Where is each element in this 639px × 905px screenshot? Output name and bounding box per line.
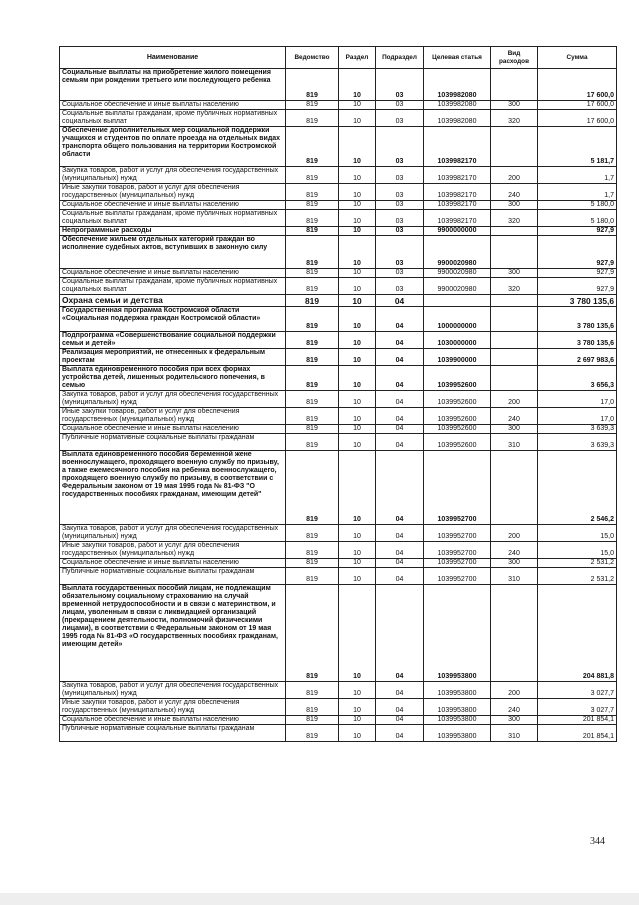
cell-target-article: 1039982170 — [424, 127, 491, 167]
cell-ministry: 819 — [286, 201, 339, 210]
cell-expense-type — [491, 366, 538, 391]
table-row — [60, 699, 617, 716]
cell-section: 10 — [339, 568, 376, 585]
cell-target-article: 9900020980 — [424, 278, 491, 295]
cell-name: Закупка товаров, работ и услуг для обеспечения государственных (муниципальных) нужд — [60, 167, 286, 184]
cell-subsection: 03 — [376, 201, 424, 210]
cell-subsection: 04 — [376, 349, 424, 366]
cell-expense-type: 320 — [491, 210, 538, 227]
cell-section: 10 — [339, 307, 376, 332]
cell-ministry: 819 — [286, 434, 339, 451]
cell-expense-type — [491, 127, 538, 167]
cell-expense-type — [491, 332, 538, 349]
cell-ministry: 819 — [286, 210, 339, 227]
cell-expense-type: 300 — [491, 101, 538, 110]
cell-name: Закупка товаров, работ и услуг для обеспечения государственных (муниципальных) нужд — [60, 525, 286, 542]
cell-ministry: 819 — [286, 542, 339, 559]
table-row — [60, 278, 617, 295]
cell-sum: 5 181,7 — [538, 127, 617, 167]
table-row — [60, 269, 617, 278]
cell-sum: 201 854,1 — [538, 716, 617, 725]
cell-section: 10 — [339, 408, 376, 425]
budget-table — [59, 46, 617, 742]
table-row — [60, 167, 617, 184]
table-row — [60, 559, 617, 568]
cell-ministry: 819 — [286, 101, 339, 110]
header-target-article: Целевая статья — [424, 47, 491, 69]
cell-subsection: 04 — [376, 542, 424, 559]
cell-ministry: 819 — [286, 425, 339, 434]
cell-subsection: 03 — [376, 110, 424, 127]
table-row — [60, 184, 617, 201]
cell-name: Социальные выплаты гражданам, кроме публичных нормативных социальных выплат — [60, 110, 286, 127]
cell-target-article: 1039982170 — [424, 210, 491, 227]
table-row — [60, 236, 617, 269]
cell-ministry: 819 — [286, 127, 339, 167]
cell-sum: 15,0 — [538, 542, 617, 559]
cell-sum: 17,0 — [538, 408, 617, 425]
page-number: 344 — [590, 836, 605, 847]
cell-subsection: 04 — [376, 332, 424, 349]
cell-name: Социальное обеспечение и иные выплаты населению — [60, 716, 286, 725]
cell-sum: 1,7 — [538, 167, 617, 184]
cell-section: 10 — [339, 332, 376, 349]
cell-section: 10 — [339, 227, 376, 236]
table-header-row — [60, 47, 617, 69]
cell-ministry: 819 — [286, 295, 339, 307]
cell-target-article: 9900020980 — [424, 269, 491, 278]
cell-section: 10 — [339, 236, 376, 269]
cell-subsection: 04 — [376, 366, 424, 391]
cell-section: 10 — [339, 434, 376, 451]
cell-section: 10 — [339, 366, 376, 391]
table-row — [60, 542, 617, 559]
cell-ministry: 819 — [286, 227, 339, 236]
cell-subsection: 04 — [376, 408, 424, 425]
cell-name: Непрограммные расходы — [60, 227, 286, 236]
cell-name: Закупка товаров, работ и услуг для обеспечения государственных (муниципальных) нужд — [60, 682, 286, 699]
cell-sum: 1,7 — [538, 184, 617, 201]
table-row — [60, 408, 617, 425]
cell-target-article: 1039952600 — [424, 408, 491, 425]
cell-section: 10 — [339, 716, 376, 725]
cell-subsection: 04 — [376, 451, 424, 525]
cell-name: Социальные выплаты на приобретение жилого помещения семьям при рождении третьего или последующего ребенка — [60, 69, 286, 101]
cell-subsection: 04 — [376, 425, 424, 434]
cell-ministry: 819 — [286, 349, 339, 366]
cell-name: Иные закупки товаров, работ и услуг для обеспечения государственных (муниципальных) нужд — [60, 542, 286, 559]
cell-sum: 2 697 983,6 — [538, 349, 617, 366]
cell-expense-type — [491, 307, 538, 332]
cell-ministry: 819 — [286, 568, 339, 585]
cell-sum: 927,9 — [538, 269, 617, 278]
table-row — [60, 127, 617, 167]
cell-target-article: 1039982080 — [424, 69, 491, 101]
cell-sum: 927,9 — [538, 236, 617, 269]
cell-expense-type: 300 — [491, 269, 538, 278]
cell-target-article: 1039952700 — [424, 542, 491, 559]
cell-expense-type: 200 — [491, 525, 538, 542]
cell-sum: 5 180,0 — [538, 210, 617, 227]
cell-ministry: 819 — [286, 278, 339, 295]
cell-section: 10 — [339, 201, 376, 210]
cell-name: Реализация мероприятий, не отнесенных к федеральным проектам — [60, 349, 286, 366]
cell-ministry: 819 — [286, 699, 339, 716]
cell-target-article — [424, 295, 491, 307]
cell-section: 10 — [339, 699, 376, 716]
cell-name: Выплата государственных пособий лицам, не подлежащим обязательному социальному страхованию на случай временной нетрудоспособности и в связи с материнством, и лицам, уволенным в связи с ликвидацией организаций (прекращением деятельности, полномочий физическими лицами), в соответствии с Федеральным законом от 19 мая 1995 года № 81-ФЗ «О государственных пособиях гражданам, имеющим детей» — [60, 585, 286, 682]
cell-expense-type: 300 — [491, 559, 538, 568]
cell-sum: 17 600,0 — [538, 110, 617, 127]
cell-target-article: 1030000000 — [424, 332, 491, 349]
cell-ministry: 819 — [286, 110, 339, 127]
cell-target-article: 1039953800 — [424, 716, 491, 725]
cell-subsection: 03 — [376, 69, 424, 101]
cell-sum: 3 780 135,6 — [538, 332, 617, 349]
cell-subsection: 04 — [376, 568, 424, 585]
cell-section: 10 — [339, 682, 376, 699]
cell-target-article: 1039952600 — [424, 425, 491, 434]
cell-section: 10 — [339, 542, 376, 559]
cell-subsection: 03 — [376, 167, 424, 184]
cell-name: Обеспечение дополнительных мер социальной поддержки учащихся и студентов по оплате проезда на отдельных видах транспорта общего пользования на территории Костромской области — [60, 127, 286, 167]
table-row — [60, 682, 617, 699]
cell-sum: 17 600,0 — [538, 101, 617, 110]
cell-subsection: 03 — [376, 101, 424, 110]
cell-expense-type: 240 — [491, 699, 538, 716]
header-ministry: Ведомство — [286, 47, 339, 69]
cell-ministry: 819 — [286, 716, 339, 725]
cell-name: Иные закупки товаров, работ и услуг для обеспечения государственных (муниципальных) нужд — [60, 184, 286, 201]
cell-ministry: 819 — [286, 408, 339, 425]
cell-subsection: 03 — [376, 236, 424, 269]
cell-ministry: 819 — [286, 725, 339, 742]
cell-target-article: 1039900000 — [424, 349, 491, 366]
cell-expense-type — [491, 236, 538, 269]
cell-section: 10 — [339, 425, 376, 434]
cell-subsection: 04 — [376, 559, 424, 568]
cell-subsection: 03 — [376, 227, 424, 236]
cell-name: Иные закупки товаров, работ и услуг для обеспечения государственных (муниципальных) нужд — [60, 699, 286, 716]
cell-subsection: 03 — [376, 184, 424, 201]
cell-section: 10 — [339, 278, 376, 295]
cell-expense-type: 300 — [491, 716, 538, 725]
cell-expense-type: 200 — [491, 167, 538, 184]
cell-name: Социальные выплаты гражданам, кроме публичных нормативных социальных выплат — [60, 210, 286, 227]
cell-name: Социальное обеспечение и иные выплаты населению — [60, 201, 286, 210]
table-row — [60, 332, 617, 349]
cell-ministry: 819 — [286, 585, 339, 682]
cell-subsection: 03 — [376, 278, 424, 295]
cell-name: Социальное обеспечение и иные выплаты населению — [60, 269, 286, 278]
cell-expense-type — [491, 295, 538, 307]
cell-subsection: 04 — [376, 682, 424, 699]
cell-ministry: 819 — [286, 307, 339, 332]
cell-expense-type: 200 — [491, 682, 538, 699]
cell-name: Обеспечение жильем отдельных категорий граждан во исполнение судебных актов, вступивших в законную силу — [60, 236, 286, 269]
table-body — [60, 69, 617, 742]
cell-sum: 5 180,0 — [538, 201, 617, 210]
cell-ministry: 819 — [286, 451, 339, 525]
cell-sum: 2 531,2 — [538, 568, 617, 585]
cell-target-article: 9900020980 — [424, 236, 491, 269]
cell-ministry: 819 — [286, 525, 339, 542]
cell-ministry: 819 — [286, 682, 339, 699]
cell-target-article: 1039952600 — [424, 434, 491, 451]
cell-section: 10 — [339, 391, 376, 408]
cell-name: Подпрограмма «Совершенствование социальной поддержки семьи и детей» — [60, 332, 286, 349]
cell-expense-type: 240 — [491, 184, 538, 201]
cell-name: Публичные нормативные социальные выплаты гражданам — [60, 434, 286, 451]
cell-section: 10 — [339, 349, 376, 366]
table-row — [60, 101, 617, 110]
document-page — [59, 46, 616, 742]
table-row — [60, 525, 617, 542]
cell-sum: 927,9 — [538, 227, 617, 236]
table-row — [60, 307, 617, 332]
footer-band — [0, 893, 639, 905]
cell-expense-type — [491, 349, 538, 366]
table-row — [60, 725, 617, 742]
header-subsection: Подраздел — [376, 47, 424, 69]
cell-ministry: 819 — [286, 269, 339, 278]
cell-section: 10 — [339, 184, 376, 201]
table-row — [60, 568, 617, 585]
table-row — [60, 366, 617, 391]
cell-target-article: 1039953800 — [424, 725, 491, 742]
table-row — [60, 391, 617, 408]
cell-sum: 204 881,8 — [538, 585, 617, 682]
cell-expense-type: 320 — [491, 110, 538, 127]
cell-target-article: 1039952600 — [424, 391, 491, 408]
cell-expense-type: 310 — [491, 434, 538, 451]
header-expense-type: Вид расходов — [491, 47, 538, 69]
cell-target-article: 1039953800 — [424, 682, 491, 699]
cell-target-article: 1039982080 — [424, 101, 491, 110]
cell-name: Охрана семьи и детства — [60, 295, 286, 307]
cell-subsection: 04 — [376, 725, 424, 742]
cell-sum: 15,0 — [538, 525, 617, 542]
cell-expense-type: 300 — [491, 425, 538, 434]
cell-expense-type — [491, 585, 538, 682]
cell-sum: 3 639,3 — [538, 425, 617, 434]
cell-ministry: 819 — [286, 391, 339, 408]
cell-name: Выплата единовременного пособия при всех формах устройства детей, лишенных родительского попечения, в семью — [60, 366, 286, 391]
cell-expense-type — [491, 227, 538, 236]
cell-section: 10 — [339, 101, 376, 110]
cell-sum: 927,9 — [538, 278, 617, 295]
cell-section: 10 — [339, 269, 376, 278]
cell-section: 10 — [339, 295, 376, 307]
cell-name: Иные закупки товаров, работ и услуг для обеспечения государственных (муниципальных) нужд — [60, 408, 286, 425]
cell-sum: 201 854,1 — [538, 725, 617, 742]
cell-subsection: 03 — [376, 269, 424, 278]
table-row — [60, 227, 617, 236]
cell-section: 10 — [339, 127, 376, 167]
cell-ministry: 819 — [286, 559, 339, 568]
cell-expense-type — [491, 451, 538, 525]
cell-name: Закупка товаров, работ и услуг для обеспечения государственных (муниципальных) нужд — [60, 391, 286, 408]
table-row — [60, 210, 617, 227]
cell-section: 10 — [339, 110, 376, 127]
cell-subsection: 04 — [376, 391, 424, 408]
cell-subsection: 04 — [376, 295, 424, 307]
cell-subsection: 04 — [376, 307, 424, 332]
cell-subsection: 04 — [376, 585, 424, 682]
cell-ministry: 819 — [286, 236, 339, 269]
cell-target-article: 1039982080 — [424, 110, 491, 127]
cell-subsection: 04 — [376, 699, 424, 716]
cell-ministry: 819 — [286, 184, 339, 201]
cell-expense-type: 200 — [491, 391, 538, 408]
cell-section: 10 — [339, 585, 376, 682]
cell-subsection: 03 — [376, 127, 424, 167]
cell-target-article: 1039952700 — [424, 451, 491, 525]
cell-expense-type: 240 — [491, 408, 538, 425]
cell-expense-type: 300 — [491, 201, 538, 210]
table-row — [60, 349, 617, 366]
table-row — [60, 201, 617, 210]
cell-sum: 17,0 — [538, 391, 617, 408]
cell-target-article: 9900000000 — [424, 227, 491, 236]
cell-section: 10 — [339, 559, 376, 568]
cell-subsection: 04 — [376, 434, 424, 451]
cell-name: Социальные выплаты гражданам, кроме публичных нормативных социальных выплат — [60, 278, 286, 295]
cell-sum: 3 780 135,6 — [538, 295, 617, 307]
table-row — [60, 110, 617, 127]
cell-name: Социальное обеспечение и иные выплаты населению — [60, 559, 286, 568]
cell-target-article: 1039982170 — [424, 201, 491, 210]
cell-sum: 3 639,3 — [538, 434, 617, 451]
cell-name: Социальное обеспечение и иные выплаты населению — [60, 101, 286, 110]
table-row — [60, 434, 617, 451]
cell-target-article: 1000000000 — [424, 307, 491, 332]
table-row — [60, 451, 617, 525]
cell-name: Публичные нормативные социальные выплаты гражданам — [60, 568, 286, 585]
cell-subsection: 03 — [376, 210, 424, 227]
cell-name: Государственная программа Костромской области «Социальная поддержка граждан Костромской области» — [60, 307, 286, 332]
cell-expense-type: 320 — [491, 278, 538, 295]
cell-section: 10 — [339, 167, 376, 184]
cell-ministry: 819 — [286, 69, 339, 101]
cell-target-article: 1039952700 — [424, 568, 491, 585]
header-section: Раздел — [339, 47, 376, 69]
table-row — [60, 295, 617, 307]
cell-expense-type: 310 — [491, 568, 538, 585]
cell-target-article: 1039952700 — [424, 525, 491, 542]
table-row — [60, 425, 617, 434]
cell-ministry: 819 — [286, 167, 339, 184]
cell-sum: 3 027,7 — [538, 699, 617, 716]
cell-subsection: 04 — [376, 716, 424, 725]
header-name: Наименование — [60, 47, 286, 69]
cell-sum: 2 531,2 — [538, 559, 617, 568]
cell-target-article: 1039952700 — [424, 559, 491, 568]
cell-target-article: 1039982170 — [424, 184, 491, 201]
cell-subsection: 04 — [376, 525, 424, 542]
cell-name: Социальное обеспечение и иные выплаты населению — [60, 425, 286, 434]
table-row — [60, 69, 617, 101]
cell-section: 10 — [339, 210, 376, 227]
cell-target-article: 1039953800 — [424, 699, 491, 716]
cell-section: 10 — [339, 725, 376, 742]
header-sum: Сумма — [538, 47, 617, 69]
cell-target-article: 1039952600 — [424, 366, 491, 391]
cell-name: Публичные нормативные социальные выплаты гражданам — [60, 725, 286, 742]
cell-target-article: 1039953800 — [424, 585, 491, 682]
cell-expense-type: 310 — [491, 725, 538, 742]
cell-sum: 3 780 135,6 — [538, 307, 617, 332]
cell-target-article: 1039982170 — [424, 167, 491, 184]
cell-name: Выплата единовременного пособия беременной жене военнослужащего, проходящего военную службу по призыву, а также ежемесячного пособия на ребенка военнослужащего, проходящего военную службу по призыву, в соответствии с Федеральным законом от 19 мая 1995 года № 81-ФЗ "О государственных пособиях гражданам, имеющим детей" — [60, 451, 286, 525]
cell-sum: 3 656,3 — [538, 366, 617, 391]
cell-section: 10 — [339, 69, 376, 101]
cell-section: 10 — [339, 451, 376, 525]
cell-ministry: 819 — [286, 332, 339, 349]
cell-ministry: 819 — [286, 366, 339, 391]
table-row — [60, 585, 617, 682]
cell-expense-type — [491, 69, 538, 101]
cell-sum: 17 600,0 — [538, 69, 617, 101]
cell-sum: 3 027,7 — [538, 682, 617, 699]
table-row — [60, 716, 617, 725]
cell-section: 10 — [339, 525, 376, 542]
cell-expense-type: 240 — [491, 542, 538, 559]
cell-sum: 2 546,2 — [538, 451, 617, 525]
